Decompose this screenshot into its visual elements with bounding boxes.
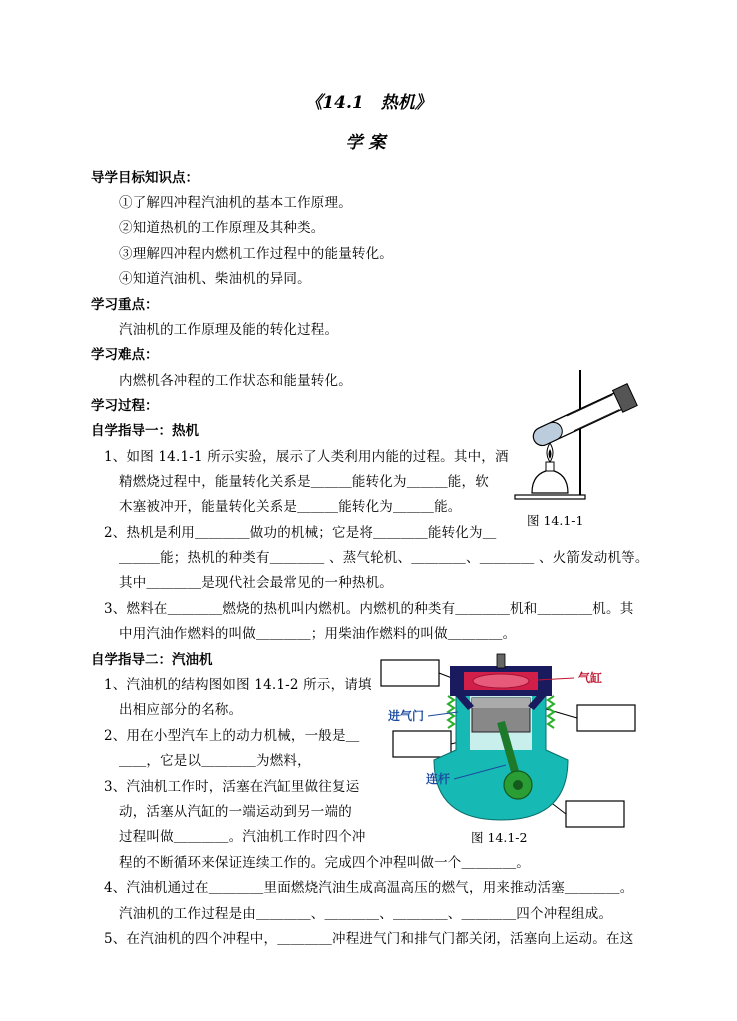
guide2-line-1: 1、汽油机的结构图如图 14.1-2 所示，请填 [104,677,372,693]
goals-heading: 导学目标知识点： [91,170,199,186]
guide2-line-5: 3、汽油机工作时，活塞在汽缸里做往复运 [104,779,360,795]
guide2-line-6: 动，活塞从汽缸的一端运动到另一端的 [119,804,352,820]
process-heading: 学习过程： [91,398,159,414]
goal-item-1: ①了解四冲程汽油机的基本工作原理。 [119,195,352,211]
guide2-line-9: 4、汽油机通过在＿＿＿＿里面燃烧汽油生成高温高压的燃气，用来推动活塞＿＿＿＿。 [104,880,634,896]
figure-14-1-1 [510,365,640,505]
guide1-line-6: 其中＿＿＿＿是现代社会最常见的一种热机。 [119,575,393,591]
guide2-line-8: 程的不断循环来保证连续工作的。完成四个冲程叫做一个＿＿＿＿。 [119,855,530,871]
guide1-line-8: 中用汽油作燃料的叫做＿＿＿＿；用柴油作燃料的叫做＿＿＿＿。 [119,626,517,642]
figure-14-1-2 [378,650,640,830]
guide2-line-4: ＿＿，它是以＿＿＿＿为燃料， [119,753,311,769]
guide2-line-11: 5、在汽油机的四个冲程中，＿＿＿＿冲程进气门和排气门都关闭，活塞向上运动。在这 [104,931,634,947]
guide1-line-7: 3、燃料在＿＿＿＿燃烧的热机叫内燃机。内燃机的种类有＿＿＿＿机和＿＿＿＿机。其 [104,601,634,617]
guide2-line-3: 2、用在小型汽车上的动力机械，一般是＿ [104,728,360,744]
guide1-line-1: 1、如图 14.1-1 所示实验，展示了人类利用内能的过程。其中，酒 [104,449,509,465]
guide1-line-3: 木塞被冲开，能量转化关系是＿＿＿能转化为＿＿＿能。 [119,499,462,515]
guide1-line-5: ＿＿＿能；热机的种类有＿＿＿＿ 、蒸气轮机、＿＿＿＿、＿＿＿＿ 、火箭发动机等。 [119,550,649,566]
label-cylinder: 气缸 [578,671,603,685]
key-text: 汽油机的工作原理及能的转化过程。 [119,322,339,338]
answer-box-3 [393,731,451,757]
page-subtitle: 学案 [345,133,392,153]
figure-14-1-1-caption: 图 14.1-1 [527,513,584,528]
key-heading: 学习重点： [91,297,159,313]
difficulty-text: 内燃机各冲程的工作状态和能量转化。 [119,373,352,389]
goal-item-2: ②知道热机的工作原理及其种类。 [119,220,325,236]
guide1-line-2: 精燃烧过程中，能量转化关系是＿＿＿能转化为＿＿＿能，软 [119,474,489,490]
label-intake-valve: 进气门 [388,709,425,723]
guide2-line-7: 过程叫做＿＿＿＿。汽油机工作时四个冲 [119,829,366,845]
guide2-line-2: 出相应部分的名称。 [119,702,243,718]
page-title: 《14.1 热机》 [305,93,432,113]
guide1-heading: 自学指导一：热机 [91,423,199,439]
answer-box-4 [566,801,624,827]
guide2-heading: 自学指导二：汽油机 [91,652,213,668]
guide2-line-10: 汽油机的工作过程是由＿＿＿＿、＿＿＿＿、＿＿＿＿、＿＿＿＿四个冲程组成。 [119,906,613,922]
figure-14-1-2-caption: 图 14.1-2 [471,830,528,845]
answer-box-1 [381,660,439,686]
goal-item-3: ③理解四冲程内燃机工作过程中的能量转化。 [119,246,393,262]
answer-box-2 [577,705,635,731]
goal-item-4: ④知道汽油机、柴油机的异同。 [119,271,311,287]
guide1-line-4: 2、热机是利用＿＿＿＿做功的机械；它是将＿＿＿＿能转化为＿ [104,525,497,541]
label-connecting-rod: 连杆 [426,772,451,786]
difficulty-heading: 学习难点： [91,347,159,363]
